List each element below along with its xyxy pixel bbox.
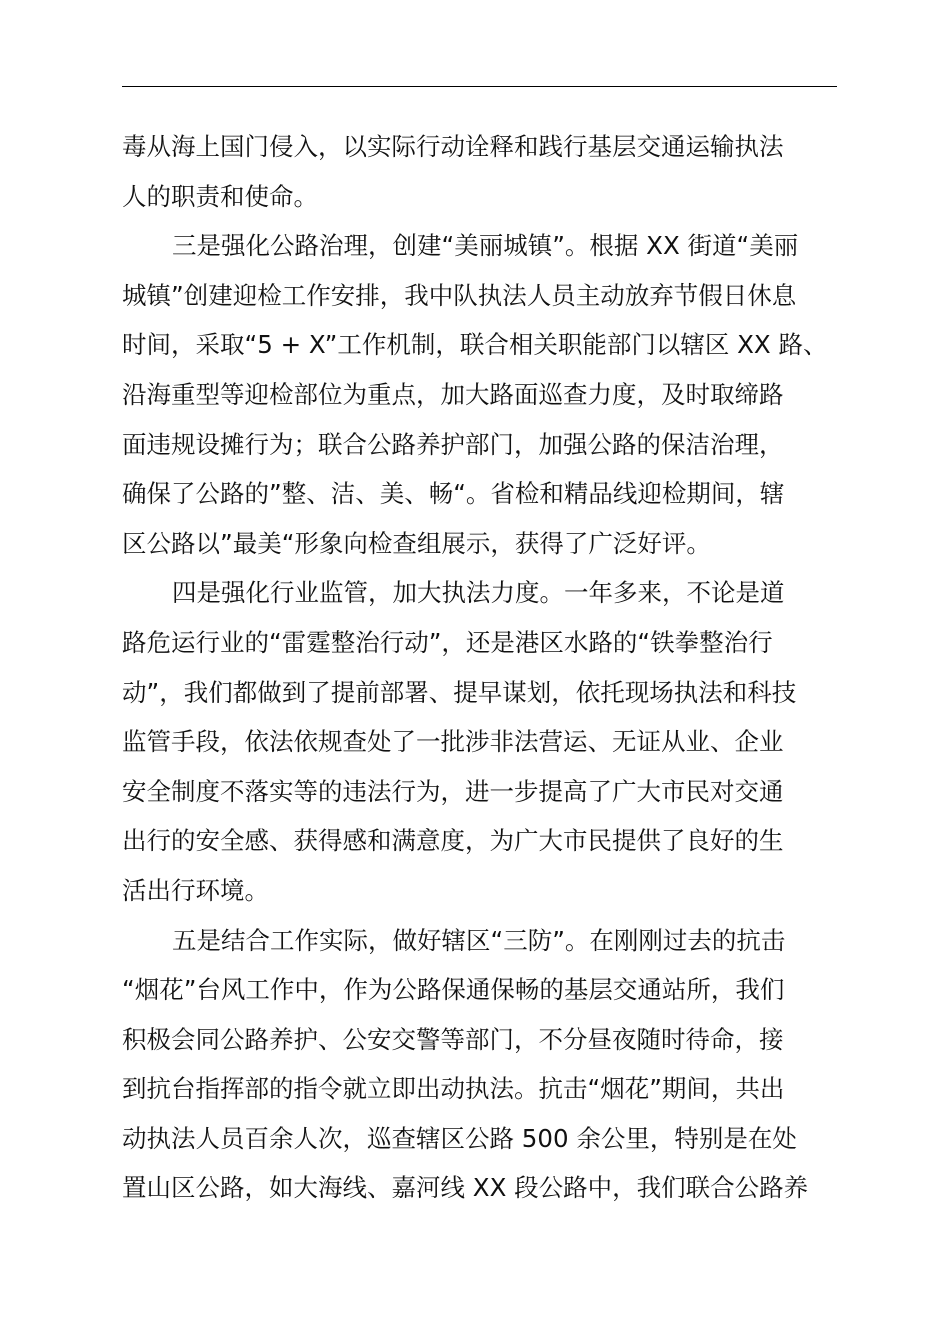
text-line: 动执法人员百余人次，巡查辖区公路 500 余公里，特别是在处 <box>122 1123 797 1153</box>
text-line: 确保了公路的”整、洁、美、畅“。省检和精品线迎检期间，辖 <box>122 479 785 509</box>
text-line: 安全制度不落实等的违法行为，进一步提高了广大市民对交通 <box>122 776 784 806</box>
header-rule <box>122 86 837 87</box>
text-line: 到抗台指挥部的指令就立即出动执法。抗击“烟花”期间，共出 <box>122 1074 785 1104</box>
text-line: 城镇”创建迎检工作安排，我中队执法人员主动放弃节假日休息 <box>122 280 797 310</box>
paragraph-continuation <box>122 122 838 221</box>
text-line: 五是结合工作实际，做好辖区“三防”。在刚刚过去的抗击 <box>172 925 786 955</box>
text-line: 毒从海上国门侵入，以实际行动诠释和践行基层交通运输执法 <box>122 132 784 161</box>
document-body <box>122 122 838 1213</box>
paragraph-industry-supervision <box>122 568 838 915</box>
text-line: 置山区公路，如大海线、嘉河线 XX 段公路中，我们联合公路养 <box>122 1173 809 1203</box>
text-line: 路危运行业的“雷霆整治行动”，还是港区水路的“铁拳整治行 <box>122 627 773 657</box>
paragraph-highway-governance <box>122 221 838 568</box>
paragraph-three-preventions <box>122 916 838 1214</box>
text-line: “烟花”台风工作中，作为公路保通保畅的基层交通站所，我们 <box>122 975 785 1005</box>
text-line: 三是强化公路治理，创建“美丽城镇”。根据 XX 街道“美丽 <box>172 231 799 261</box>
text-line: 面违规设摊行为；联合公路养护部门，加强公路的保洁治理， <box>122 429 784 459</box>
text-line: 人的职责和使命。 <box>122 181 318 211</box>
text-line: 四是强化行业监管，加大执法力度。一年多来，不论是道 <box>172 578 785 608</box>
text-line: 活出行环境。 <box>122 875 269 905</box>
text-line: 监管手段，依法依规查处了一批涉非法营运、无证从业、企业 <box>122 727 784 757</box>
text-line: 时间，采取“5 + X”工作机制，联合相关职能部门以辖区 XX 路、 <box>122 330 828 360</box>
text-line: 积极会同公路养护、公安交警等部门，不分昼夜随时待命，接 <box>122 1024 784 1054</box>
text-line: 出行的安全感、获得感和满意度，为广大市民提供了良好的生 <box>122 826 784 856</box>
text-line: 区公路以”最美“形象向检查组展示，获得了广泛好评。 <box>122 528 711 558</box>
text-line: 沿海重型等迎检部位为重点，加大路面巡查力度，及时取缔路 <box>122 379 784 409</box>
text-line: 动”，我们都做到了提前部署、提早谋划，依托现场执法和科技 <box>122 677 797 707</box>
